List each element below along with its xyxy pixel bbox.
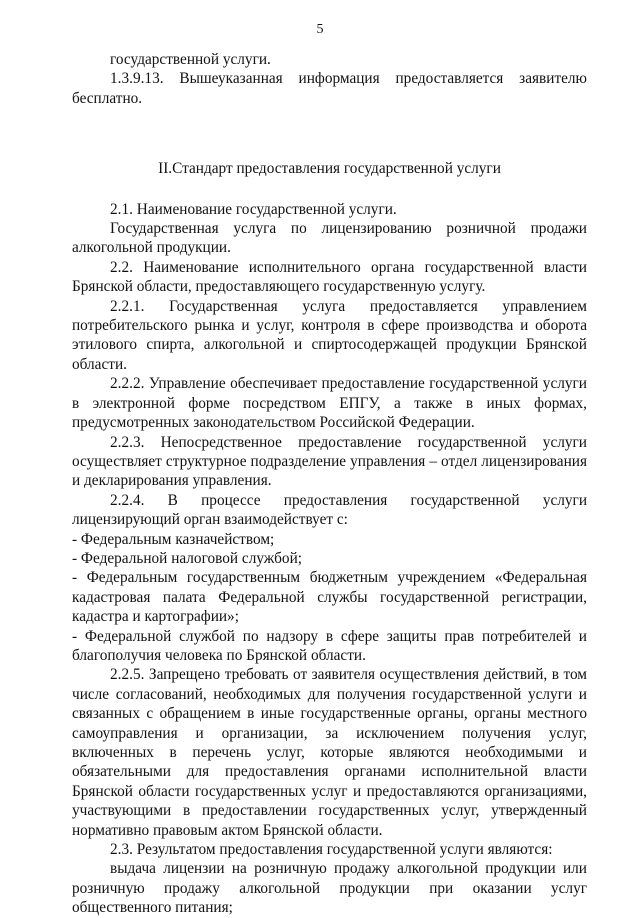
- paragraph: 2.2.5. Запрещено требовать от заявителя осуществления действий, в том числе согласований, необходимых для получения государственной услуги и связанных с обращением в иные государственные органы, органы местного самоуправления и организации, за исключением получения услуг, включенных в перечень услуг, которые являются необходимыми и обязательными для предоставления органами исполнительной власти Брянской области государственных услуг и предоставляются организациями, участвующими в предоставлении государственных услуг, утвержденный нормативно правовым актом Брянской области.: [72, 666, 587, 839]
- paragraph: 2.2.2. Управление обеспечивает предоставление государственной услуги в электронной форме посредством ЕПГУ, а также в иных формах, предусмотренных законодательством Российской Федерации.: [72, 375, 587, 432]
- list-item: - Федеральной налоговой службой;: [72, 549, 303, 567]
- document-body: [72, 50, 587, 918]
- list-item: - Федеральным государственным бюджетным учреждением «Федеральная кадастровая палата Федеральной службы государственной регистрации, кадастра и картографии»;: [72, 569, 587, 626]
- paragraph: 1.3.9.13. Вышеуказанная информация предоставляется заявителю бесплатно.: [72, 70, 587, 107]
- paragraph: 2.2. Наименование исполнительного органа государственной власти Брянской области, предоставляющего государственную услугу.: [72, 258, 587, 296]
- list-item: - Федеральным казначейством;: [72, 530, 275, 548]
- intro-paragraphs: [72, 50, 587, 108]
- paragraph: 2.2.4. В процессе предоставления государственной услуги лицензирующий орган взаимодействует с:: [72, 491, 587, 529]
- page-number: 5: [316, 22, 324, 37]
- section-heading: II.Стандарт предоставления государственной услуги: [158, 160, 501, 178]
- paragraph: 2.2.3. Непосредственное предоставление государственной услуги осуществляет структурное подразделение управления – отдел лицензирования и декларирования управления.: [72, 433, 587, 490]
- section-paragraphs: [72, 200, 587, 918]
- list-item: - Федеральной службой по надзору в сфере защиты прав потребителей и благополучия человека по Брянской области.: [72, 627, 587, 664]
- paragraph: 2.3. Результатом предоставления государственной услуги являются:: [110, 841, 553, 859]
- paragraph: государственной услуги.: [110, 51, 271, 68]
- paragraph: 2.1. Наименование государственной услуги.: [110, 200, 397, 218]
- paragraph: выдача лицензии на розничную продажу алкогольной продукции или розничную продажу алкогольной продукции при оказании услуг общественного питания;: [72, 860, 587, 917]
- paragraph: Государственная услуга по лицензированию розничной продажи алкогольной продукции.: [72, 220, 587, 257]
- paragraph: 2.2.1. Государственная услуга предоставляется управлением потребительского рынка и услуг, контроля в сфере производства и оборота этилового спирта, алкогольной и спиртосодержащей продукции Брянской области.: [72, 297, 587, 373]
